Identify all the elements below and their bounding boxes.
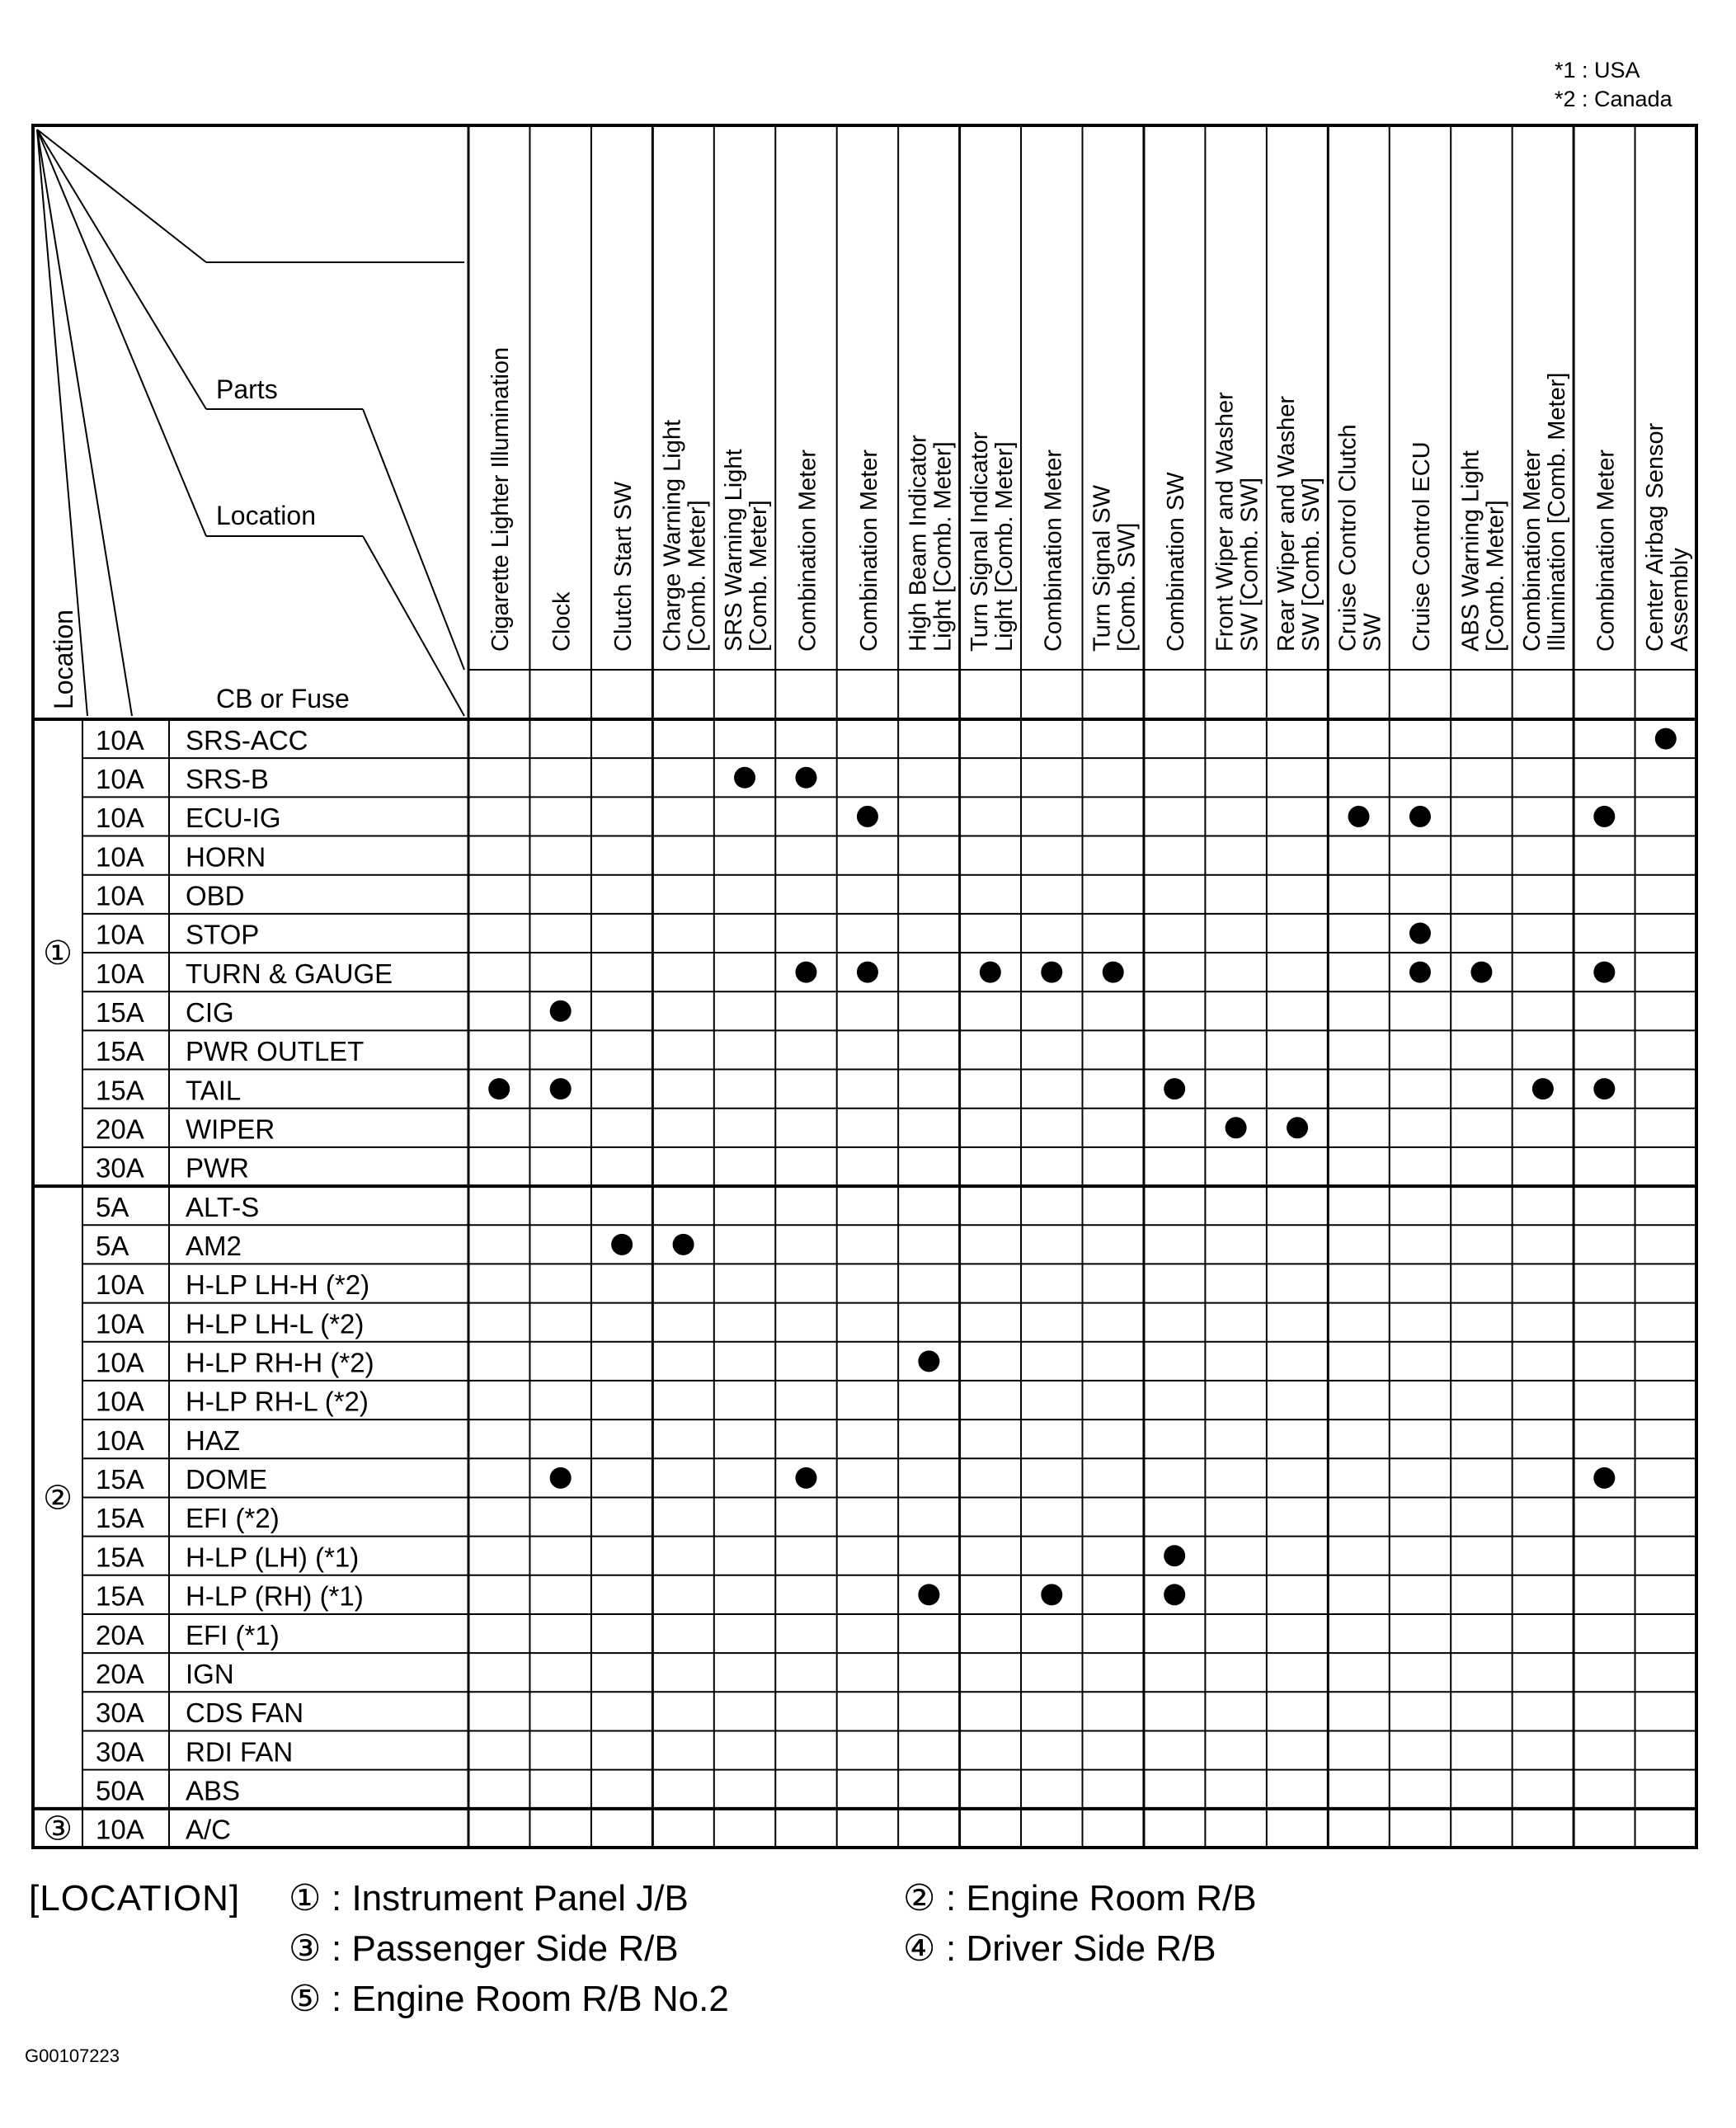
connection-dot xyxy=(1409,962,1431,983)
part-name-label: SRS Warning Light xyxy=(721,449,748,652)
fuse-amperage: 10A xyxy=(96,880,144,911)
connection-dot xyxy=(550,1078,572,1099)
fuse-name: IGN xyxy=(186,1658,234,1689)
fuse-amperage: 10A xyxy=(96,763,144,794)
fuse-name: OBD xyxy=(186,880,245,911)
fuse-amperage: 5A xyxy=(96,1191,129,1222)
fuse-amperage: 10A xyxy=(96,724,144,756)
fuse-name: SRS-B xyxy=(186,763,269,794)
fuse-name: H-LP (LH) (*1) xyxy=(186,1542,360,1573)
connection-dot xyxy=(1287,1117,1308,1138)
fuse-name: EFI (*1) xyxy=(186,1619,280,1650)
fuse-name: PWR OUTLET xyxy=(186,1036,365,1067)
connection-dot xyxy=(1164,1584,1185,1605)
legend-symbol: ③ xyxy=(289,1928,322,1969)
fuse-amperage: 10A xyxy=(96,1386,144,1417)
connection-dot xyxy=(1593,1467,1615,1489)
connection-dot xyxy=(918,1584,939,1605)
fuse-amperage: 20A xyxy=(96,1113,144,1145)
fuse-amperage: 15A xyxy=(96,1503,144,1534)
part-name-label: [Comb. Meter] xyxy=(1482,500,1509,652)
part-name-label: [Comb. SW] xyxy=(1113,522,1141,652)
part-name-label: Light [Comb. Meter] xyxy=(929,441,957,652)
legend-text: : Engine Room R/B xyxy=(946,1878,1257,1918)
part-name-label: Cigarette Lighter Illumination xyxy=(487,346,515,652)
fuse-name: H-LP (RH) (*1) xyxy=(186,1580,364,1612)
diagonal-line xyxy=(37,129,206,262)
part-name-label: Illumination [Comb. Meter] xyxy=(1543,372,1570,652)
fuse-amperage: 15A xyxy=(96,1542,144,1573)
diagonal-line xyxy=(37,129,206,536)
connection-dot xyxy=(734,767,755,789)
part-name-label: Turn Signal Indicator xyxy=(966,431,993,652)
part-name-label: Clock xyxy=(548,591,576,652)
corner-location-column-label: Location xyxy=(49,610,78,709)
fuse-amperage: 10A xyxy=(96,1269,144,1301)
fuse-amperage: 30A xyxy=(96,1736,144,1768)
fuse-name: ALT-S xyxy=(186,1191,260,1222)
fuse-name: AM2 xyxy=(186,1231,242,1262)
part-name-label: Center Airbag Sensor xyxy=(1641,422,1668,652)
diagonal-line xyxy=(363,536,464,716)
fuse-name: HORN xyxy=(186,841,266,873)
part-name-label: SW [Comb. SW] xyxy=(1236,477,1263,652)
fuse-amperage: 10A xyxy=(96,1308,144,1339)
footnote-usa: *1 : USA xyxy=(1555,58,1640,82)
fuse-name: TURN & GAUGE xyxy=(186,958,393,989)
corner-fuse-label: CB or Fuse xyxy=(216,684,350,713)
legend-text: : Instrument Panel J/B xyxy=(332,1878,689,1918)
connection-dot xyxy=(795,1467,816,1489)
fuse-name: ECU-IG xyxy=(186,803,281,834)
connection-dot xyxy=(1593,962,1615,983)
legend-symbol: ④ xyxy=(903,1928,936,1969)
fuse-amperage: 15A xyxy=(96,1036,144,1067)
connection-dot xyxy=(980,962,1001,983)
part-name-label: Cruise Control Clutch xyxy=(1334,424,1362,652)
part-name-label: Combination Meter xyxy=(1593,450,1620,652)
fuse-name: SRS-ACC xyxy=(186,724,308,756)
part-name-label: [Comb. Meter] xyxy=(746,500,773,652)
fuse-amperage: 15A xyxy=(96,1075,144,1106)
part-name-label: ABS Warning Light xyxy=(1457,450,1484,652)
part-name-label: Combination Meter xyxy=(794,450,821,652)
connection-dot xyxy=(857,806,878,827)
connection-dot xyxy=(1532,1078,1554,1099)
fuse-name: HAZ xyxy=(186,1424,240,1456)
connection-dot xyxy=(550,1467,572,1489)
fuse-name: RDI FAN xyxy=(186,1736,294,1768)
connection-dot xyxy=(1593,1078,1615,1099)
part-name-label: Front Wiper and Washer xyxy=(1211,392,1239,652)
part-name-label: Light [Comb. Meter] xyxy=(990,441,1018,652)
fuse-amperage: 30A xyxy=(96,1152,144,1184)
diagonal-line xyxy=(363,409,464,670)
connection-dot xyxy=(1593,806,1615,827)
connection-dot xyxy=(1041,1584,1062,1605)
legend-item-5 xyxy=(289,1975,729,2024)
fuse-name: H-LP LH-H (*2) xyxy=(186,1269,370,1301)
legend-symbol: ① xyxy=(289,1878,322,1918)
fuse-amperage: 15A xyxy=(96,1580,144,1612)
fuse-amperage: 10A xyxy=(96,1347,144,1378)
connection-dot xyxy=(550,1000,572,1022)
connection-dot xyxy=(1409,922,1431,944)
connection-dot xyxy=(1164,1545,1185,1566)
part-name-label: SW xyxy=(1359,613,1386,652)
legend-item-3 xyxy=(289,1924,679,1974)
legend-text: : Engine Room R/B No.2 xyxy=(332,1979,729,2019)
part-name-label: Combination SW xyxy=(1163,472,1190,652)
fuse-amperage: 15A xyxy=(96,1464,144,1495)
legend-title: [LOCATION] xyxy=(29,1878,241,1918)
fuse-name: A/C xyxy=(186,1814,232,1845)
legend-text: : Driver Side R/B xyxy=(946,1928,1216,1969)
connection-dot xyxy=(1164,1078,1185,1099)
fuse-name: CIG xyxy=(186,997,234,1029)
part-name-label: Turn Signal SW xyxy=(1089,485,1116,652)
footnote-canada: *2 : Canada xyxy=(1555,87,1672,111)
fuse-amperage: 10A xyxy=(96,1424,144,1456)
part-name-label: Assembly xyxy=(1666,548,1693,652)
connection-dot xyxy=(1655,728,1677,750)
fuse-name: H-LP LH-L (*2) xyxy=(186,1308,365,1339)
location-symbol: ② xyxy=(43,1480,73,1517)
fuse-amperage: 10A xyxy=(96,803,144,834)
fuse-name: WIPER xyxy=(186,1113,275,1145)
fuse-amperage: 20A xyxy=(96,1619,144,1650)
fuse-amperage: 30A xyxy=(96,1697,144,1729)
fuse-amperage: 10A xyxy=(96,919,144,950)
part-name-label: SW [Comb. SW] xyxy=(1298,477,1325,652)
fuse-name: STOP xyxy=(186,919,260,950)
legend-item-2 xyxy=(903,1874,1257,1923)
legend-text: : Passenger Side R/B xyxy=(332,1928,679,1969)
corner-parts-label: Parts xyxy=(216,374,278,404)
part-name-label: [Comb. Meter] xyxy=(684,500,711,652)
connection-dot xyxy=(1226,1117,1247,1138)
connection-dot xyxy=(488,1078,510,1099)
connection-dot xyxy=(1470,962,1492,983)
fuse-amperage: 10A xyxy=(96,958,144,989)
connection-dot xyxy=(1103,962,1124,983)
fuse-name: CDS FAN xyxy=(186,1697,304,1729)
part-name-label: Charge Warning Light xyxy=(659,419,686,652)
connection-dot xyxy=(611,1234,633,1255)
fuse-name: TAIL xyxy=(186,1075,242,1106)
fuse-name: DOME xyxy=(186,1464,267,1495)
legend-item-1 xyxy=(289,1874,689,1923)
connection-dot xyxy=(1348,806,1370,827)
fuse-amperage: 20A xyxy=(96,1658,144,1689)
legend-symbol: ⑤ xyxy=(289,1979,322,2019)
fuse-amperage: 10A xyxy=(96,1814,144,1845)
part-name-label: Cruise Control ECU xyxy=(1408,441,1435,652)
fuse-amperage: 15A xyxy=(96,997,144,1029)
figure-code: G00107223 xyxy=(25,2046,120,2066)
part-name-label: Combination Meter xyxy=(1040,450,1067,652)
fuse-name: PWR xyxy=(186,1152,249,1184)
part-name-label: Clutch Start SW xyxy=(610,481,637,652)
connection-dot xyxy=(795,962,816,983)
fuse-name: EFI (*2) xyxy=(186,1503,280,1534)
location-symbol: ① xyxy=(43,935,73,972)
part-name-label: High Beam Indicator xyxy=(905,435,932,652)
fuse-name: H-LP RH-H (*2) xyxy=(186,1347,374,1378)
connection-dot xyxy=(1041,962,1062,983)
part-name-label: Combination Meter xyxy=(855,450,882,652)
part-name-label: Combination Meter xyxy=(1518,450,1545,652)
legend-item-4 xyxy=(903,1924,1216,1974)
connection-dot xyxy=(918,1350,939,1372)
connection-dot xyxy=(673,1234,694,1255)
location-symbol: ③ xyxy=(43,1810,73,1848)
connection-dot xyxy=(857,962,878,983)
fuse-amperage: 10A xyxy=(96,841,144,873)
fuse-name: H-LP RH-L (*2) xyxy=(186,1386,369,1417)
connection-dot xyxy=(1409,806,1431,827)
part-name-label: Rear Wiper and Washer xyxy=(1273,396,1301,652)
legend-symbol: ② xyxy=(903,1878,936,1918)
diagonal-line xyxy=(37,129,206,409)
corner-location-label: Location xyxy=(216,501,316,530)
connection-dot xyxy=(795,767,816,789)
fuse-name: ABS xyxy=(186,1775,241,1806)
fuse-amperage: 5A xyxy=(96,1231,129,1262)
fuse-amperage: 50A xyxy=(96,1775,144,1806)
